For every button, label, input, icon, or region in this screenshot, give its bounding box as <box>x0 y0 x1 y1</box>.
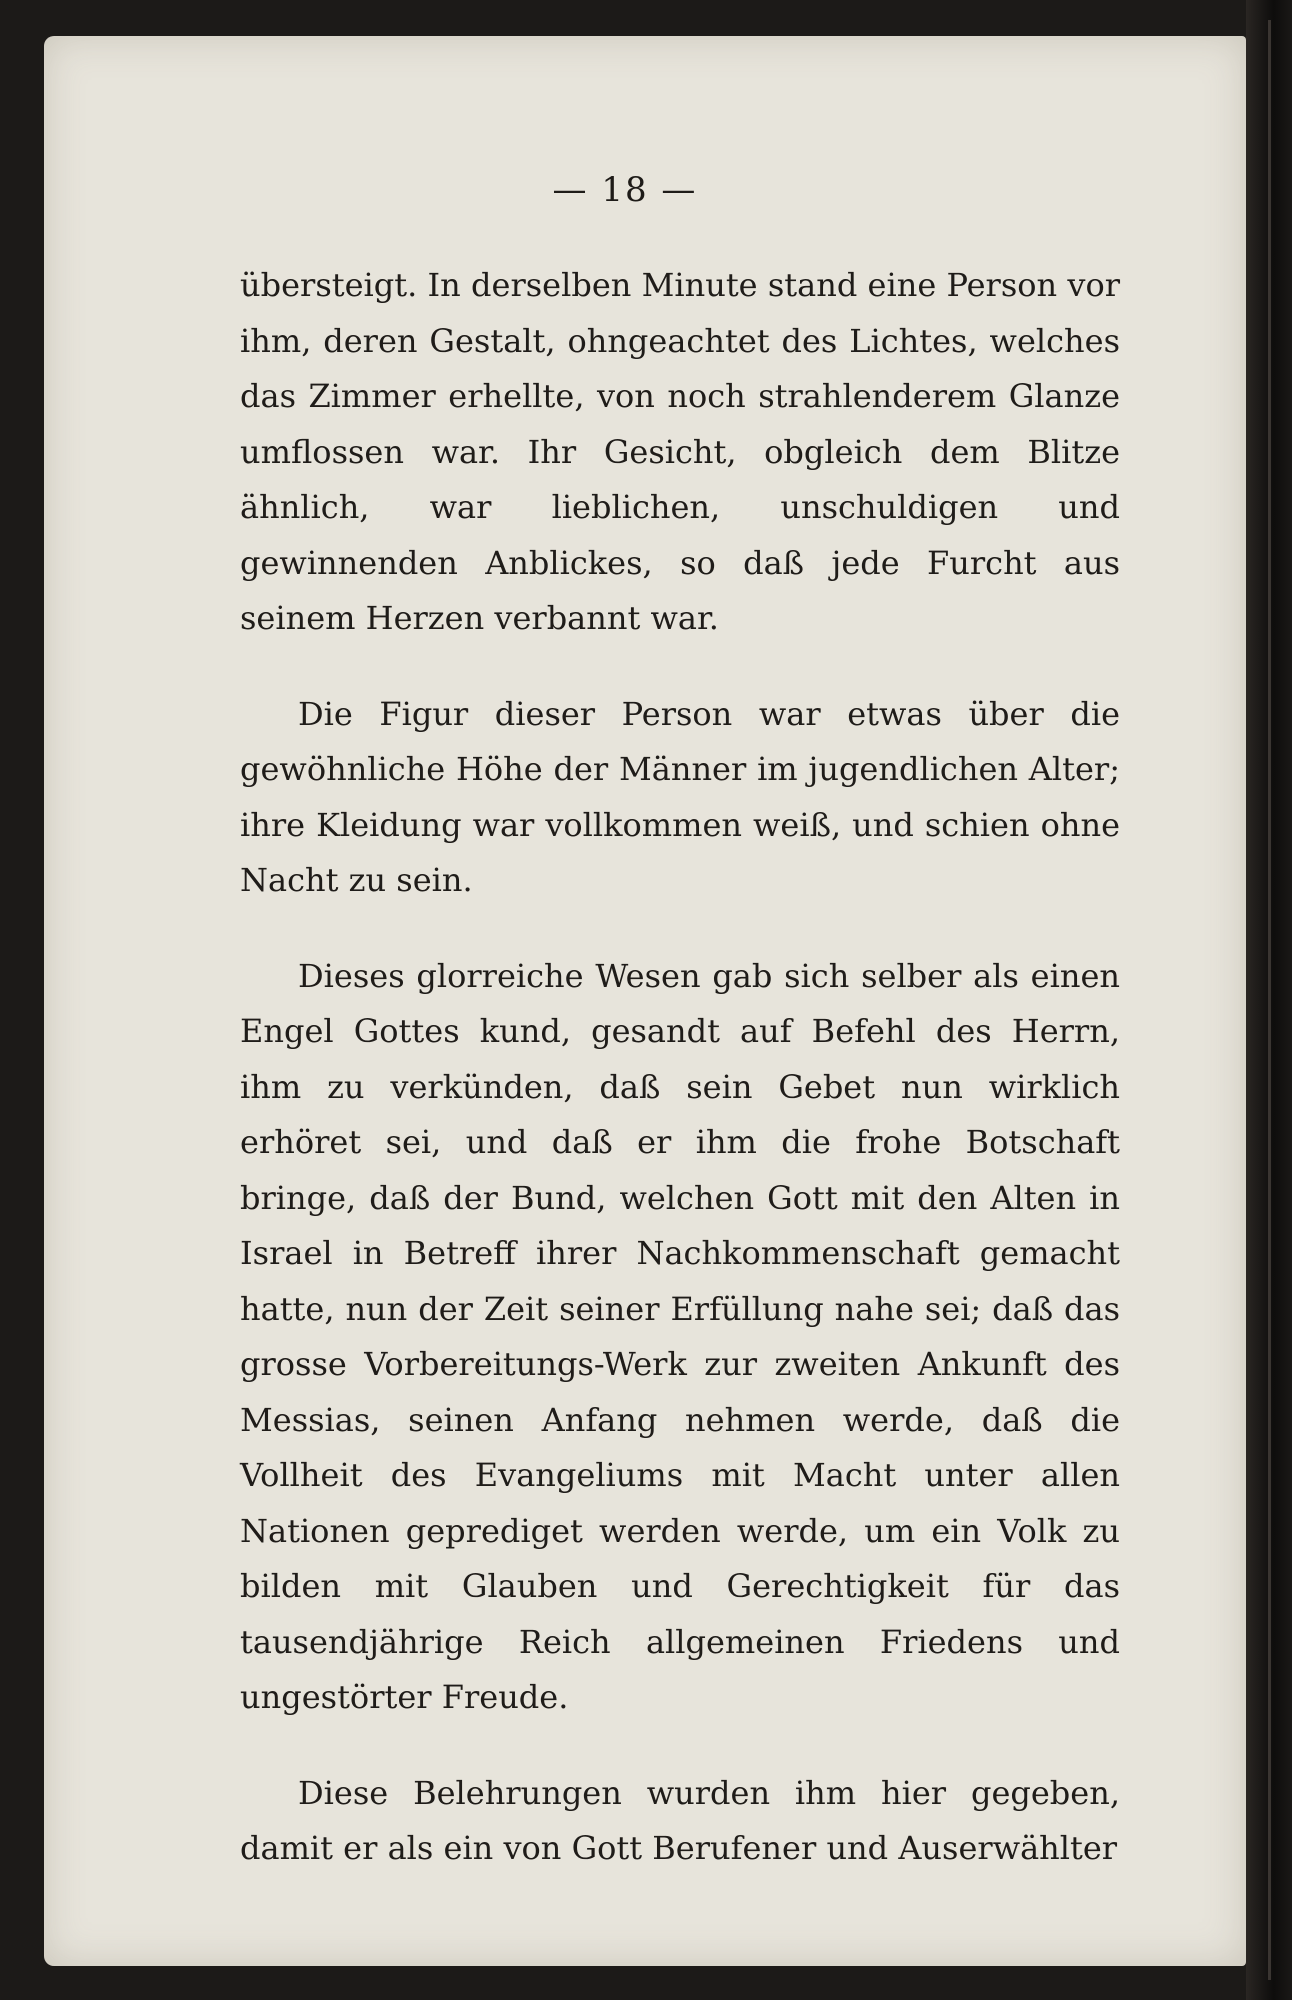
paragraph-2: Die Figur dieser Person war etwas über die gewöhnliche Höhe der Männer im jugendlichen Alter; ihre Kleidung war vollkommen weiß, und schien ohne Nacht zu sein. <box>240 694 1120 899</box>
paragraph-4: Diese Belehrungen wurden ihm hier gegeben, damit er als ein von Gott Berufener und Auserwählter <box>240 1773 1120 1867</box>
paragraph-1: übersteigt. In derselben Minute stand eine Person vor ihm, deren Gestalt, ohngeachtet des Lichtes, welches das Zimmer erhellte, von noch strahlenderem Glanze umflossen war. Ihr Gesicht, obgleich dem Blitze ähnlich, war lieblichen, unschuldigen und gewinnenden Anblickes, so daß jede Furcht aus seinem Herzen verbannt war. <box>240 266 1120 637</box>
body-text <box>240 258 1120 1877</box>
binding-edge <box>1268 20 1271 1980</box>
page-number-header: — 18 — <box>552 170 698 210</box>
paragraph-3: Dieses glorreiche Wesen gab sich selber als einen Engel Gottes kund, gesandt auf Befehl des Herrn, ihm zu verkünden, daß sein Gebet nun wirklich erhöret sei, und daß er ihm die frohe Botschaft bringe, daß der Bund, welchen Gott mit den Alten in Israel in Betreff ihrer Nachkommenschaft gemacht hatte, nun der Zeit seiner Erfüllung nahe sei; daß das grosse Vorbereitungs-Werk zur zweiten Ankunft des Messias, seinen Anfang nehmen werde, daß die Vollheit des Evangeliums mit Macht unter allen Nationen geprediget werden werde, um ein Volk zu bilden mit Glauben und Gerechtigkeit für das tausendjährige Reich allgemeinen Friedens und ungestörter Freude. <box>240 956 1120 1716</box>
